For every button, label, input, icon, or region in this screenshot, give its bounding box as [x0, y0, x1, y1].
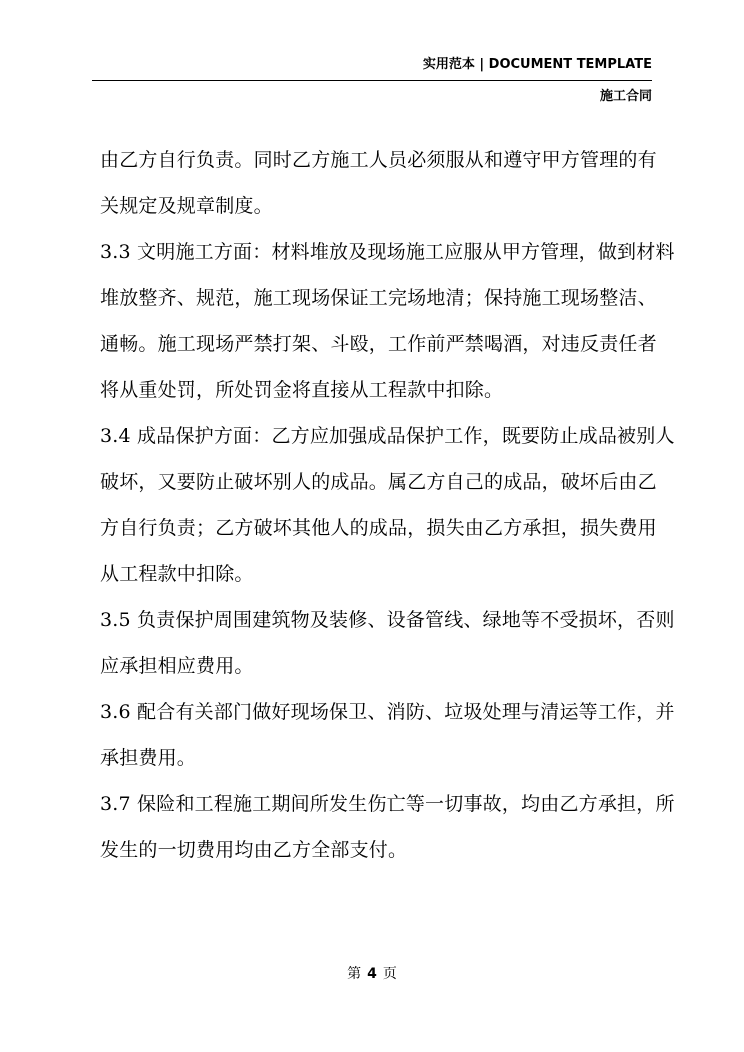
body-line: 通畅。施工现场严禁打架、斗殴，工作前严禁喝酒，对违反责任者 — [100, 333, 657, 355]
body-line: 3.6 配合有关部门做好现场保卫、消防、垃圾处理与清运等工作，并 — [100, 701, 675, 723]
body-line: 关规定及规章制度。 — [100, 195, 273, 217]
body-line: 从工程款中扣除。 — [100, 563, 254, 585]
page-number: 4 — [367, 966, 377, 982]
body-line: 堆放整齐、规范，施工现场保证工完场地清；保持施工现场整洁、 — [100, 287, 657, 309]
page-number-suffix: 页 — [382, 966, 397, 982]
body-line: 3.7 保险和工程施工期间所发生伤亡等一切事故，均由乙方承担，所 — [100, 793, 675, 815]
page-number-prefix: 第 — [347, 966, 362, 982]
document-body — [100, 137, 675, 873]
page-footer — [0, 963, 744, 983]
header-divider — [92, 80, 652, 81]
body-line: 由乙方自行负责。同时乙方施工人员必须服从和遵守甲方管理的有 — [100, 149, 657, 171]
body-line: 3.4 成品保护方面：乙方应加强成品保护工作，既要防止成品被别人 — [100, 425, 675, 447]
body-line: 发生的一切费用均由乙方全部支付。 — [100, 839, 408, 861]
body-line: 承担费用。 — [100, 747, 197, 769]
body-line: 破坏，又要防止破坏别人的成品。属乙方自己的成品，破坏后由乙 — [100, 471, 657, 493]
header-template-label: 实用范本 | DOCUMENT TEMPLATE — [422, 57, 652, 72]
body-line: 3.3 文明施工方面：材料堆放及现场施工应服从甲方管理，做到材料 — [100, 241, 675, 263]
header-doc-title: 施工合同 — [599, 89, 652, 104]
body-line: 应承担相应费用。 — [100, 655, 254, 677]
body-line: 3.5 负责保护周围建筑物及装修、设备管线、绿地等不受损坏，否则 — [100, 609, 675, 631]
body-line: 将从重处罚，所处罚金将直接从工程款中扣除。 — [100, 379, 504, 401]
body-line: 方自行负责；乙方破坏其他人的成品，损失由乙方承担，损失费用 — [100, 517, 657, 539]
